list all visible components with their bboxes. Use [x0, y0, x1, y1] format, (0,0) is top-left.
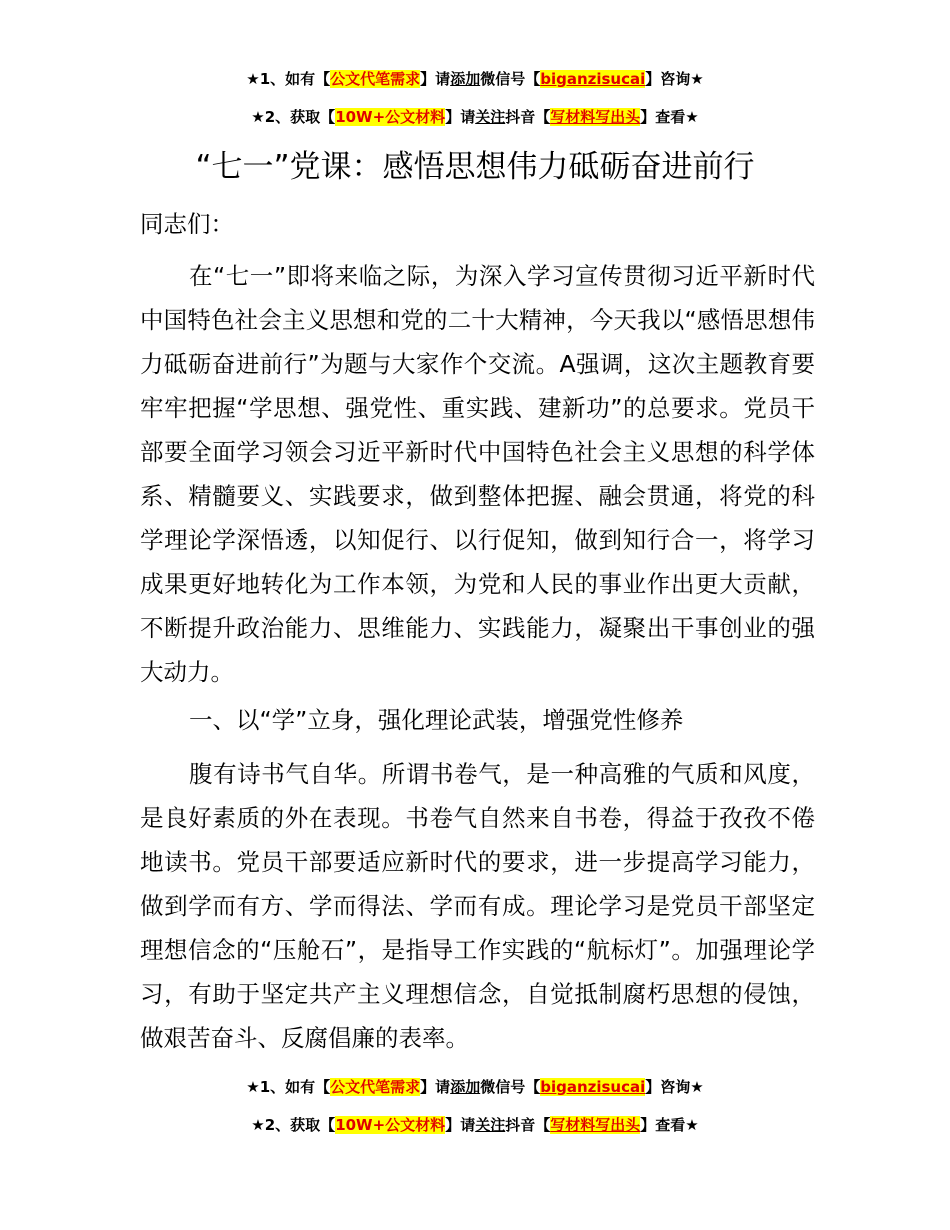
banner-text: ★1、如有【 — [246, 70, 331, 88]
banner-text: 】请 — [420, 70, 451, 88]
promo-banner-bottom-line-1 — [0, 1076, 950, 1098]
banner-text: 】请 — [445, 108, 476, 126]
wechat-id-link[interactable]: biganzisucai — [540, 1078, 646, 1096]
banner-text: 抖音【 — [505, 108, 551, 126]
underlined-follow: 关注 — [475, 108, 506, 126]
underlined-follow: 关注 — [475, 1116, 506, 1134]
highlight-materials: 10W+公文材料 — [335, 108, 446, 126]
highlight-materials: 10W+公文材料 — [335, 1116, 446, 1134]
banner-text: 】咨询★ — [645, 1078, 704, 1096]
document-title: “七一”党课：感悟思想伟力砥砺奋进前行 — [195, 149, 755, 185]
banner-text: 】请 — [420, 1078, 451, 1096]
underlined-add: 添加 — [450, 70, 481, 88]
banner-text: 】查看★ — [640, 1116, 699, 1134]
promo-banner-line-2 — [0, 106, 950, 128]
wechat-id-link[interactable]: biganzisucai — [540, 70, 646, 88]
underlined-add: 添加 — [450, 1078, 481, 1096]
greeting: 同志们： — [140, 210, 234, 238]
banner-text: 】查看★ — [640, 108, 699, 126]
banner-text: ★2、获取【 — [251, 108, 336, 126]
banner-text: 】请 — [445, 1116, 476, 1134]
section-heading-1: 一、以“学”立身，强化理论武装，增强党性修养 — [189, 706, 684, 734]
banner-text: 抖音【 — [505, 1116, 551, 1134]
paragraph-section-1: 腹有诗书气自华。所谓书卷气，是一种高雅的气质和风度，是良好素质的外在表现。书卷气自然来自书卷，得益于孜孜不倦地读书。党员干部要适应新时代的要求，进一步提高学习能力，做到学而有方、学而得法、学而有成。理论学习是党员干部坚定理想信念的“压舱石”，是指导工作实践的“航标灯”。加强理论学习，有助于坚定共产主义理想信念，自觉抵制腐朽思想的侵蚀，做艰苦奋斗、反腐倡廉的表率。 — [140, 760, 815, 1052]
paragraph-intro: 在“七一”即将来临之际，为深入学习宣传贯彻习近平新时代中国特色社会主义思想和党的二十大精神，今天我以“感悟思想伟力砥砺奋进前行”为题与大家作个交流。A强调，这次主题教育要牢牢把握“学思想、强党性、重实践、建新功”的总要求。党员干部要全面学习领会习近平新时代中国特色社会主义思想的科学体系、精髓要义、实践要求，做到整体把握、融会贯通，将党的科学理论学深悟透，以知促行、以行促知，做到知行合一，将学习成果更好地转化为工作本领，为党和人民的事业作出更大贡献，不断提升政治能力、思维能力、实践能力，凝聚出干事创业的强大动力。 — [140, 262, 815, 686]
banner-text: ★2、获取【 — [251, 1116, 336, 1134]
promo-banner-line-1 — [0, 68, 950, 90]
banner-text: ★1、如有【 — [246, 1078, 331, 1096]
highlight-ghostwriting: 公文代笔需求 — [330, 70, 421, 88]
banner-text: 微信号【 — [480, 1078, 541, 1096]
banner-text: 微信号【 — [480, 70, 541, 88]
banner-text: 】咨询★ — [645, 70, 704, 88]
douyin-account-link[interactable]: 写材料写出头 — [550, 1116, 641, 1134]
promo-banner-bottom-line-2 — [0, 1114, 950, 1136]
highlight-ghostwriting: 公文代笔需求 — [330, 1078, 421, 1096]
douyin-account-link[interactable]: 写材料写出头 — [550, 108, 641, 126]
